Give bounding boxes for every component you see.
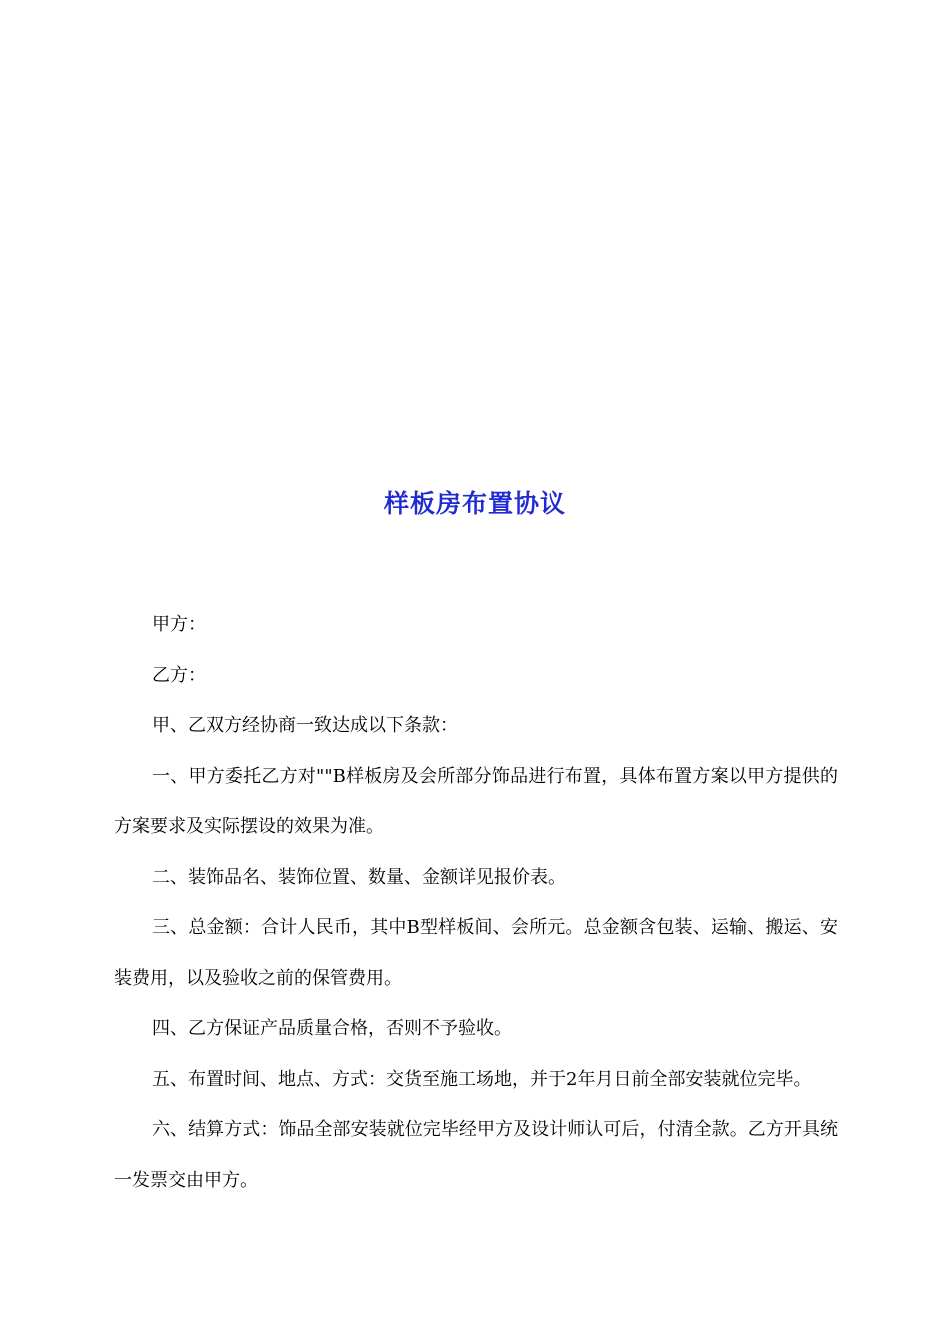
clause-5: 五、布置时间、地点、方式：交货至施工场地，并于2年月日前全部安装就位完毕。 bbox=[152, 1068, 812, 1090]
clause-4: 四、乙方保证产品质量合格，否则不予验收。 bbox=[152, 1018, 512, 1039]
party-b-line: 乙方： bbox=[152, 664, 206, 686]
document-title: 样板房布置协议 bbox=[383, 489, 566, 518]
clause-6: 六、结算方式：饰品全部安装就位完毕经甲方及设计师认可后，付清全款。乙方开具统一发票交由甲方。 bbox=[114, 1119, 838, 1191]
party-a-line: 甲方： bbox=[152, 614, 206, 635]
clause-3: 三、总金额：合计人民币，其中B型样板间、会所元。总金额含包装、运输、搬运、安装费用，以及验收之前的保管费用。 bbox=[114, 917, 838, 989]
document-body bbox=[114, 600, 838, 1206]
clause-1: 一、甲方委托乙方对""B样板房及会所部分饰品进行布置，具体布置方案以甲方提供的方案要求及实际摆设的效果为准。 bbox=[114, 765, 838, 837]
agreement-intro: 甲、乙双方经协商一致达成以下条款： bbox=[152, 715, 458, 736]
clause-2: 二、装饰品名、装饰位置、数量、金额详见报价表。 bbox=[152, 866, 566, 888]
